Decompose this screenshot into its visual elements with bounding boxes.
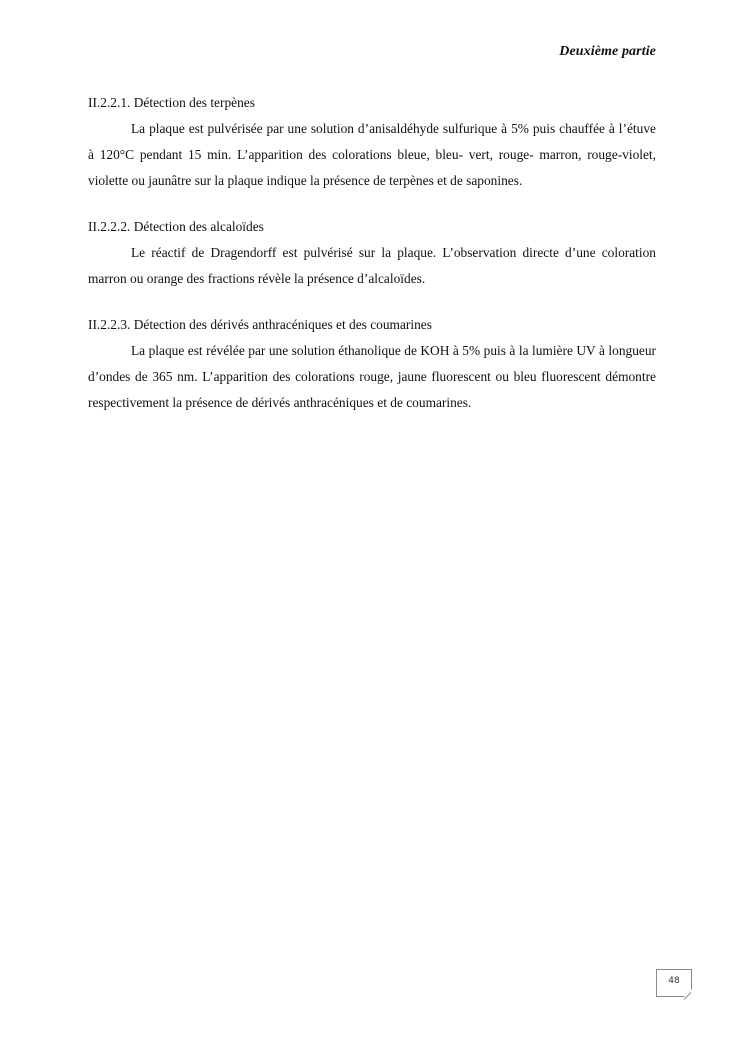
section-title: II.2.2.2. Détection des alcaloïdes — [88, 219, 264, 234]
section-anthraceniques-coumarines — [88, 312, 656, 416]
page-number: 48 — [668, 976, 680, 986]
section-paragraph: La plaque est révélée par une solution éthanolique de KOH à 5% puis à la lumière UV à longueur d’ondes de 365 nm. L’apparition des colorations rouge, jaune fluorescent ou bleu fluorescent démontre respectivement la présence de dérivés anthracéniques et de coumarines. — [88, 343, 656, 410]
section-alcaloides — [88, 214, 656, 292]
section-paragraph: Le réactif de Dragendorff est pulvérisé sur la plaque. L’observation directe d’une coloration marron ou orange des fractions révèle la présence d’alcaloïdes. — [88, 245, 656, 286]
section-title: II.2.2.3. Détection des dérivés anthracéniques et des coumarines — [88, 317, 432, 332]
document-body — [88, 90, 656, 416]
section-paragraph: La plaque est pulvérisée par une solution d’anisaldéhyde sulfurique à 5% puis chauffée à l’étuve à 120°C pendant 15 min. L’apparition des colorations bleue, bleu- vert, rouge- marron, rouge-violet, violette ou jaunâtre sur la plaque indique la présence de terpènes et de saponines. — [88, 121, 656, 188]
section-terpenes — [88, 90, 656, 194]
page-number-box — [656, 969, 692, 997]
section-title: II.2.2.1. Détection des terpènes — [88, 95, 255, 110]
running-header: Deuxième partie — [559, 44, 656, 59]
